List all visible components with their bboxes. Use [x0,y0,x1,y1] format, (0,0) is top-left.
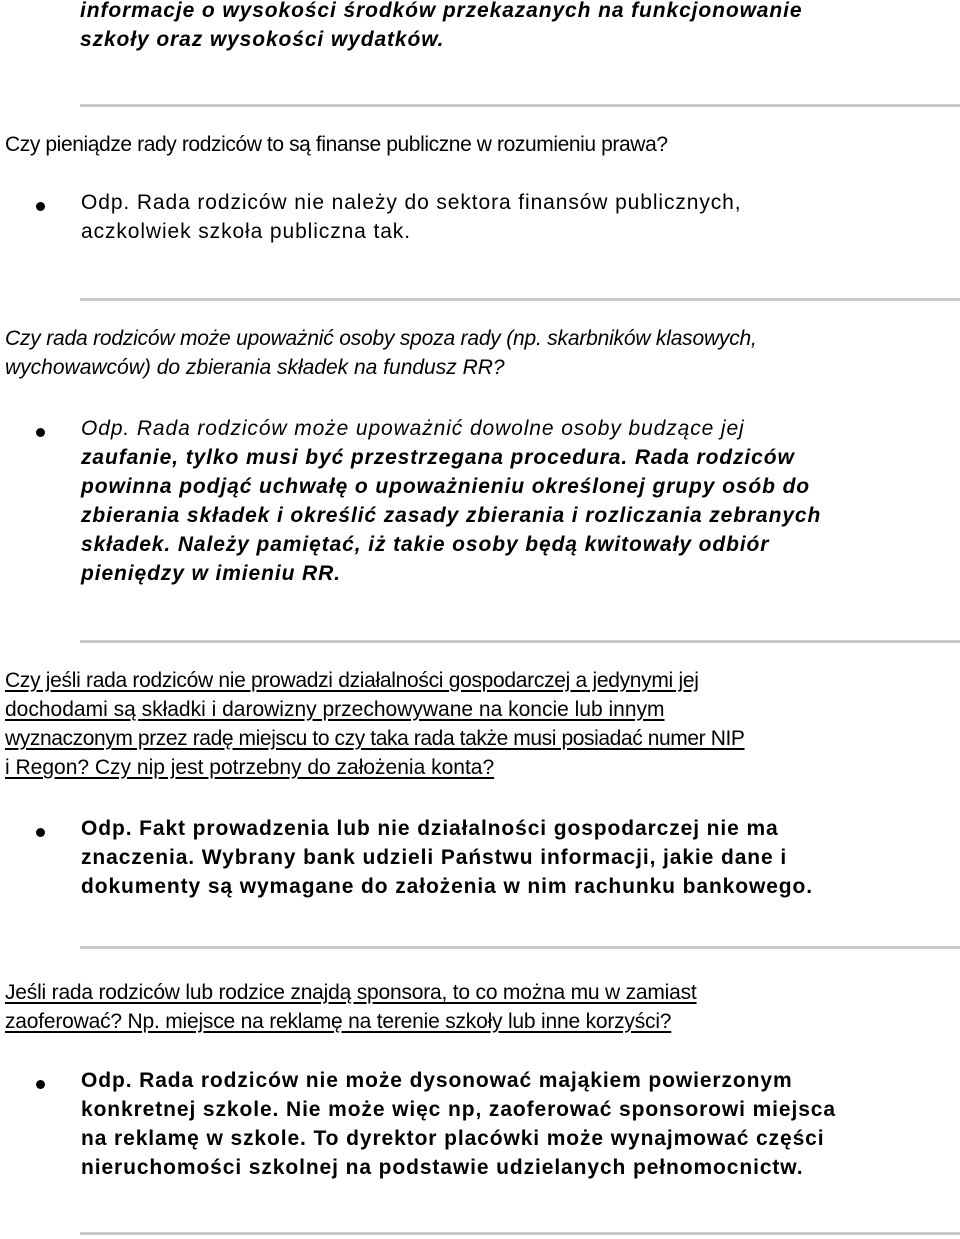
question-line: Czy pieniądze rady rodziców to są finanse publiczne w rozumieniu prawa? [5,133,668,156]
answer-line: zaufanie, tylko musi być przestrzegana procedura. Rada rodziców [81,446,795,469]
bullet-icon [36,428,45,437]
divider [80,640,960,643]
intro-line: szkoły oraz wysokości wydatków. [80,28,445,51]
answer-line: znaczenia. Wybrany bank udzieli Państwu informacji, jakie dane i [81,846,788,869]
answer-line: Odp. Rada rodziców może upoważnić dowolne osoby budzące jej [81,417,745,440]
divider [80,1232,960,1235]
question-line: i Regon? Czy nip jest potrzebny do założenia konta? [5,756,495,779]
answer-2 [36,414,936,594]
divider [80,104,960,107]
answer-line: zbierania składek i określić zasady zbierania i rozliczania zebranych [81,504,822,527]
answer-line: Odp. Rada rodziców nie należy do sektora finansów publicznych, [81,191,742,214]
intro-paragraph [80,0,940,54]
divider [80,298,960,301]
question-2 [5,324,955,382]
answer-4 [36,1066,936,1186]
question-line: Jeśli rada rodziców lub rodzice znajdą sponsora, to co można mu w zamiast [5,981,697,1004]
answer-line: konkretnej szkole. Nie może więc np, zaoferować sponsorowi miejsca [81,1098,836,1121]
answer-line: powinna podjąć uchwałę o upoważnieniu określonej grupy osób do [81,475,811,498]
question-line: Czy rada rodziców może upoważnić osoby spoza rady (np. skarbników klasowych, [5,327,757,350]
answer-line: nieruchomości szkolnej na podstawie udzielanych pełnomocnictw. [81,1156,804,1179]
answer-line: dokumenty są wymagane do założenia w nim rachunku bankowego. [81,875,813,898]
answer-line: Odp. Rada rodziców nie może dysonować mająkiem powierzonym [81,1069,793,1092]
answer-3 [36,814,936,904]
answer-line: na reklamę w szkole. To dyrektor placówki może wynajmować części [81,1127,825,1150]
question-line: dochodami są składki i darowizny przechowywane na koncie lub innym [5,698,665,721]
answer-line: składek. Należy pamiętać, iż takie osoby będą kwitowały odbiór [81,533,770,556]
divider [80,946,960,949]
answer-1 [36,188,936,252]
question-4 [5,978,955,1036]
bullet-icon [36,828,45,837]
answer-line: pieniędzy w imieniu RR. [81,562,341,585]
question-line: Czy jeśli rada rodziców nie prowadzi działalności gospodarczej a jedynymi jej [5,669,699,692]
bullet-icon [36,202,45,211]
question-1 [5,130,955,159]
intro-line: informacje o wysokości środków przekazanych na funkcjonowanie [80,0,803,22]
answer-line: Odp. Fakt prowadzenia lub nie działalności gospodarczej nie ma [81,817,779,840]
bullet-icon [36,1080,45,1089]
question-line: zaoferować? Np. miejsce na reklamę na terenie szkoły lub inne korzyści? [5,1010,672,1033]
question-3 [5,666,955,782]
question-line: wychowawców) do zbierania składek na fundusz RR? [5,356,505,379]
question-line: wyznaczonym przez radę miejscu to czy taka rada także musi posiadać numer NIP [5,727,745,750]
answer-line: aczkolwiek szkoła publiczna tak. [81,220,411,243]
